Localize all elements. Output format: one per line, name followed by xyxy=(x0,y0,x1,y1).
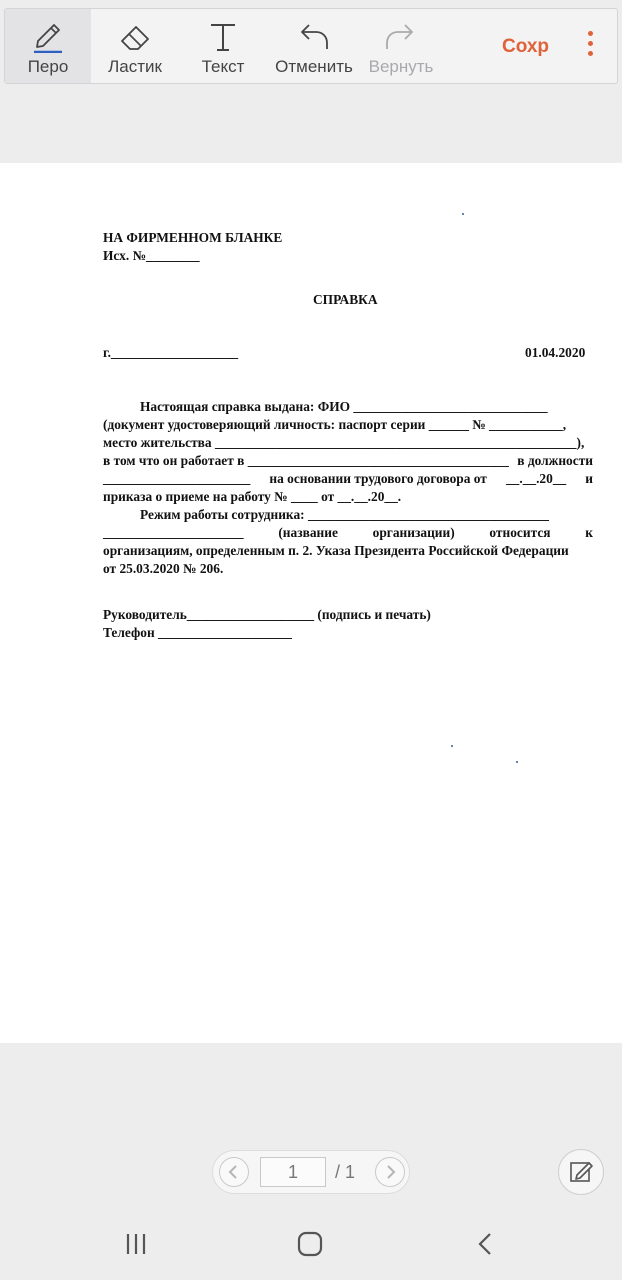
text-tool-label: Текст xyxy=(201,57,245,76)
chevron-left-icon xyxy=(220,1158,248,1186)
outgoing-number: Исх. №________ xyxy=(103,248,200,263)
body-line-4-a: в том что он работает в _______________________________________ xyxy=(103,453,509,468)
undo-label: Отменить xyxy=(275,57,353,76)
eraser-icon xyxy=(95,19,175,53)
document-date: 01.04.2020 xyxy=(525,345,586,360)
body-line-8 xyxy=(103,525,593,541)
body-line-5-d: и xyxy=(585,471,593,486)
body-line-6: приказа о приеме на работу № ____ от __.__.20__. xyxy=(103,489,402,504)
previous-page-button[interactable] xyxy=(219,1157,249,1187)
document-title: СПРАВКА xyxy=(313,292,378,307)
body-line-5 xyxy=(103,471,593,487)
city-field: г.___________________ xyxy=(103,345,239,360)
redo-button[interactable] xyxy=(363,9,439,83)
pen-icon xyxy=(5,19,91,53)
body-line-1: Настоящая справка выдана: ФИО _____________________________ xyxy=(140,399,548,414)
text-tool-button[interactable] xyxy=(185,9,261,83)
save-button[interactable]: Сохр xyxy=(501,36,549,57)
home-button[interactable] xyxy=(290,1226,330,1266)
eraser-tool-label: Ластик xyxy=(108,57,162,76)
body-line-7: Режим работы сотрудника: ____________________________________ xyxy=(140,507,549,522)
body-line-8-b: (название xyxy=(278,525,338,540)
body-line-8-c: организации) xyxy=(372,525,455,540)
back-icon xyxy=(465,1226,505,1266)
next-page-button[interactable] xyxy=(375,1157,405,1187)
phone-line: Телефон ____________________ xyxy=(103,625,292,640)
body-line-8-d: относится xyxy=(489,525,551,540)
edit-pen-icon xyxy=(559,1150,603,1194)
back-button[interactable] xyxy=(465,1226,505,1266)
pen-tool-label: Перо xyxy=(27,57,69,76)
edit-annotation-button[interactable] xyxy=(558,1149,604,1195)
letterhead: НА ФИРМЕННОМ БЛАНКЕ xyxy=(103,230,283,245)
body-line-5-b: на основании трудового договора от xyxy=(269,471,487,486)
body-line-4 xyxy=(103,453,593,469)
signature-line: Руководитель___________________ (подпись и печать) xyxy=(103,607,431,622)
page-navigator xyxy=(212,1150,410,1194)
undo-button[interactable] xyxy=(269,9,359,83)
scan-speck xyxy=(516,761,518,763)
page-number-input[interactable]: 1 xyxy=(260,1157,326,1187)
undo-icon xyxy=(269,19,359,53)
body-line-10: от 25.03.2020 № 206. xyxy=(103,561,224,576)
scan-speck xyxy=(451,745,453,747)
body-line-5-c: __.__.20__ xyxy=(505,471,567,486)
body-line-3: место жительства ______________________________________________________), xyxy=(103,435,585,450)
body-line-2: (документ удостоверяющий личность: паспорт серии ______ № ___________, xyxy=(103,417,567,432)
home-icon xyxy=(290,1226,330,1266)
scan-speck xyxy=(462,213,464,215)
body-line-5-a: ______________________ xyxy=(103,471,251,486)
recent-apps-button[interactable] xyxy=(117,1226,157,1266)
document-page[interactable] xyxy=(0,163,622,1043)
body-line-8-e: к xyxy=(585,525,593,540)
annotation-toolbar xyxy=(4,8,618,84)
body-line-8-a: _____________________ xyxy=(103,525,244,540)
page-total: / 1 xyxy=(335,1162,356,1182)
text-icon xyxy=(185,19,261,53)
redo-icon xyxy=(363,19,439,53)
body-line-9: организациям, определенным п. 2. Указа Президента Российской Федерации xyxy=(103,543,569,558)
more-options-icon[interactable] xyxy=(585,31,595,61)
body-line-4-b: в должности xyxy=(517,453,593,468)
redo-label: Вернуть xyxy=(368,57,434,76)
chevron-right-icon xyxy=(376,1158,404,1186)
eraser-tool-button[interactable] xyxy=(95,9,175,83)
pen-tool-button[interactable] xyxy=(5,9,91,83)
recent-apps-icon xyxy=(117,1226,157,1266)
